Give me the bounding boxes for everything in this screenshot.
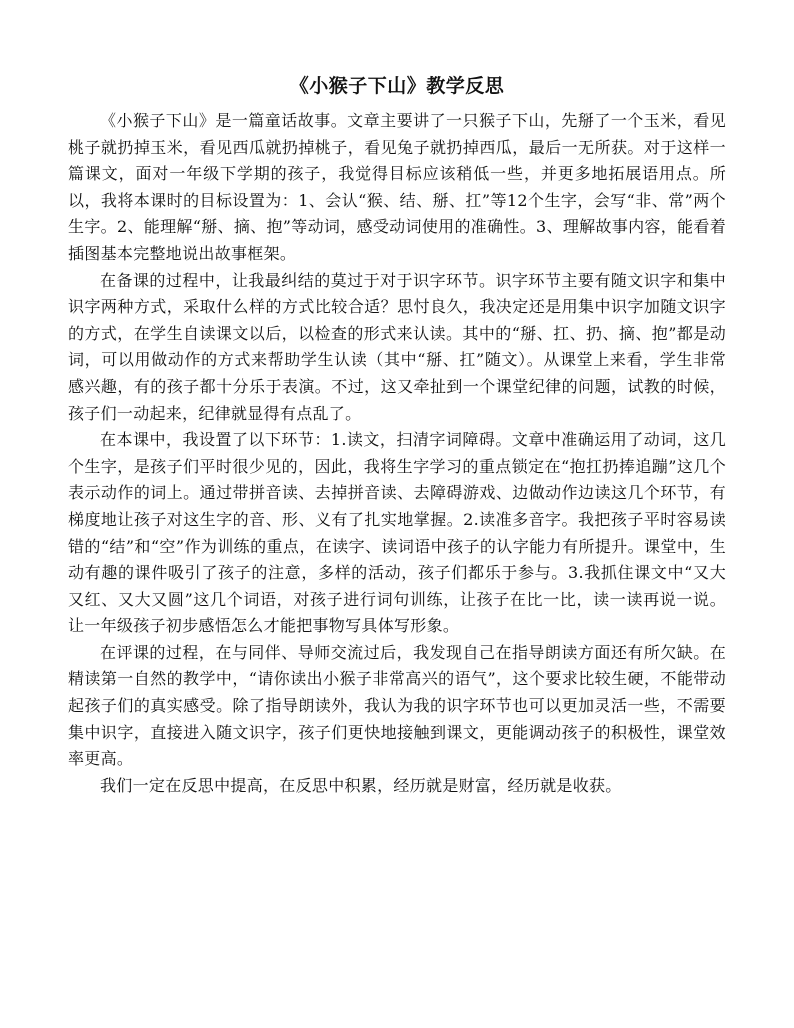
document-body [68,108,726,799]
paragraph-2: 在备课的过程中，让我最纠结的莫过于对于识字环节。识字环节主要有随文识字和集中识字两种方式，采取什么样的方式比较合适？思忖良久，我决定还是用集中识字加随文识字的方式，在学生自读课文以后，以检查的形式来认读。其中的“掰、扛、扔、摘、抱”都是动词，可以用做动作的方式来帮助学生认读（其中“掰、扛”随文）。从课堂上来看，学生非常感兴趣，有的孩子都十分乐于表演。不过，这又牵扯到一个课堂纪律的问题，试教的时候，孩子们一动起来，纪律就显得有点乱了。 [68,270,726,423]
paragraph-4: 在评课的过程，在与同伴、导师交流过后，我发现自己在指导朗读方面还有所欠缺。在精读第一自然的教学中，“请你读出小猴子非常高兴的语气”，这个要求比较生硬，不能带动起孩子们的真实感受。除了指导朗读外，我认为我的识字环节也可以更加灵活一些，不需要集中识字，直接进入随文识字，孩子们更快地接触到课文，更能调动孩子的积极性，课堂效率更高。 [68,642,726,769]
document-title: 《小猴子下山》教学反思 [289,75,505,97]
paragraph-3: 在本课中，我设置了以下环节：1.读文，扫清字词障碍。文章中准确运用了动词，这几个生字，是孩子们平时很少见的，因此，我将生字学习的重点锁定在“抱扛扔捧追蹦”这几个表示动作的词上。通过带拼音读、去掉拼音读、去障碍游戏、边做动作边读这几个环节，有梯度地让孩子对这生字的音、形、义有了扎实地掌握。2.读准多音字。我把孩子平时容易读错的“结”和“空”作为训练的重点，在读字、读词语中孩子的认字能力有所提升。课堂中，生动有趣的课件吸引了孩子的注意，多样的活动，孩子们都乐于参与。3.我抓住课文中“又大又红、又大又圆”这几个词语，对孩子进行词句训练，让孩子在比一比，读一读再说一说。让一年级孩子初步感悟怎么才能把事物写具体写形象。 [68,430,726,636]
paragraph-1: 《小猴子下山》是一篇童话故事。文章主要讲了一只猴子下山，先掰了一个玉米，看见桃子就扔掉玉米，看见西瓜就扔掉桃子，看见兔子就扔掉西瓜，最后一无所获。对于这样一篇课文，面对一年级下学期的孩子，我觉得目标应该稍低一些，并更多地拓展语用点。所以，我将本课时的目标设置为：1、会认“猴、结、掰、扛”等12个生字，会写“非、常”两个生字。2、能理解“掰、摘、抱”等动词，感受动词使用的准确性。3、理解故事内容，能看着插图基本完整地说出故事框架。 [68,111,726,263]
paragraph-5: 我们一定在反思中提高，在反思中积累，经历就是财富，经历就是收获。 [100,775,622,795]
